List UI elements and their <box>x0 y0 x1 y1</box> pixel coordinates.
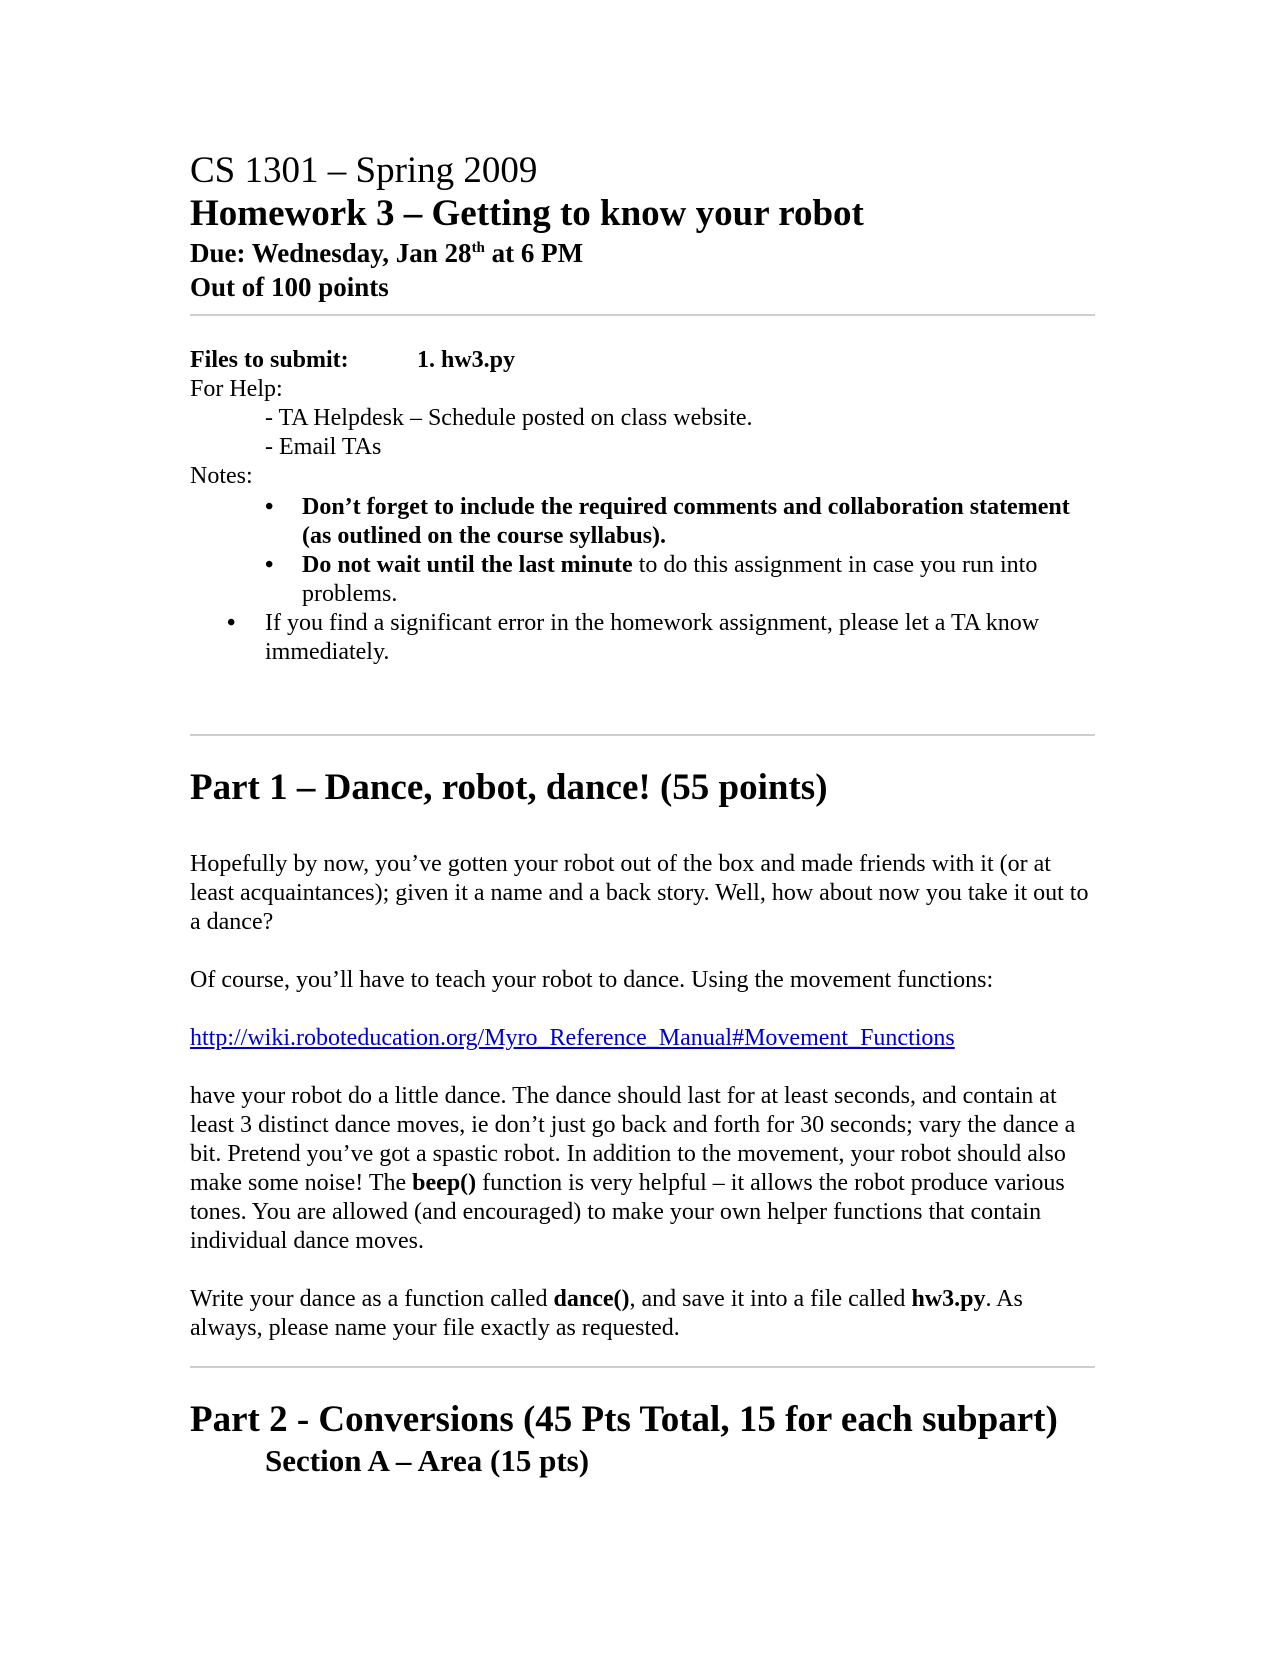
bullet-icon: • <box>265 494 274 520</box>
bullet-icon: • <box>265 552 274 578</box>
movement-functions-link[interactable]: http://wiki.roboteducation.org/Myro_Reference_Manual#Movement_Functions <box>190 1025 955 1051</box>
files-label: Files to submit: <box>190 347 349 373</box>
divider <box>190 734 1095 736</box>
course-title: CS 1301 – Spring 2009 <box>190 150 538 191</box>
movement-functions-link-row <box>190 1024 1095 1053</box>
notes-label: Notes: <box>190 463 253 489</box>
part1-heading: Part 1 – Dance, robot, dance! (55 points) <box>190 767 828 808</box>
section-a-heading: Section A – Area (15 pts) <box>265 1443 590 1478</box>
files-value: 1. hw3.py <box>417 347 516 373</box>
part1-paragraph-intro: Hopefully by now, you’ve gotten your robot out of the box and made friends with it (or at least acquaintances); given it a name and a back story. Well, how about now you take it out to a dance? <box>190 851 1089 935</box>
due-date: Due: Wednesday, Jan 28th at 6 PM <box>190 238 584 268</box>
note-item: • If you find a significant error in the homework assignment, please let a TA know immediately. <box>227 610 1040 665</box>
document-page <box>190 150 1095 1480</box>
divider <box>190 1366 1095 1368</box>
note-item: • Don’t forget to include the required comments and collaboration statement (as outlined on the course syllabus). <box>265 494 1070 549</box>
bullet-icon: • <box>227 610 236 636</box>
help-item-helpdesk: - TA Helpdesk – Schedule posted on class website. <box>265 405 753 431</box>
part1-paragraph-submit: Write your dance as a function called dance(), and save it into a file called hw3.py. As always, please name your file exactly as requested. <box>190 1286 1023 1341</box>
part2-heading: Part 2 - Conversions (45 Pts Total, 15 for each subpart) <box>190 1399 1058 1440</box>
help-item-email: - Email TAs <box>265 434 382 460</box>
part1-paragraph-dance: have your robot do a little dance. The dance should last for at least seconds, and contain at least 3 distinct dance moves, ie don’t just go back and forth for 30 seconds; vary the dance a bit. Pretend you’ve got a spastic robot. In addition to the movement, your robot should also make some noise! The beep() function is very helpful – it allows the robot produce various tones. You are allowed (and encouraged) to make your own helper functions that contain individual dance moves. <box>190 1083 1076 1254</box>
note-item: • Do not wait until the last minute to do this assignment in case you run into problems. <box>265 552 1038 607</box>
files-to-submit <box>190 346 1095 375</box>
help-label: For Help: <box>190 376 283 402</box>
total-points: Out of 100 points <box>190 272 389 302</box>
part1-paragraph-teach: Of course, you’ll have to teach your robot to dance. Using the movement functions: <box>190 967 994 993</box>
notes-list <box>190 493 1095 667</box>
homework-title: Homework 3 – Getting to know your robot <box>190 193 864 234</box>
